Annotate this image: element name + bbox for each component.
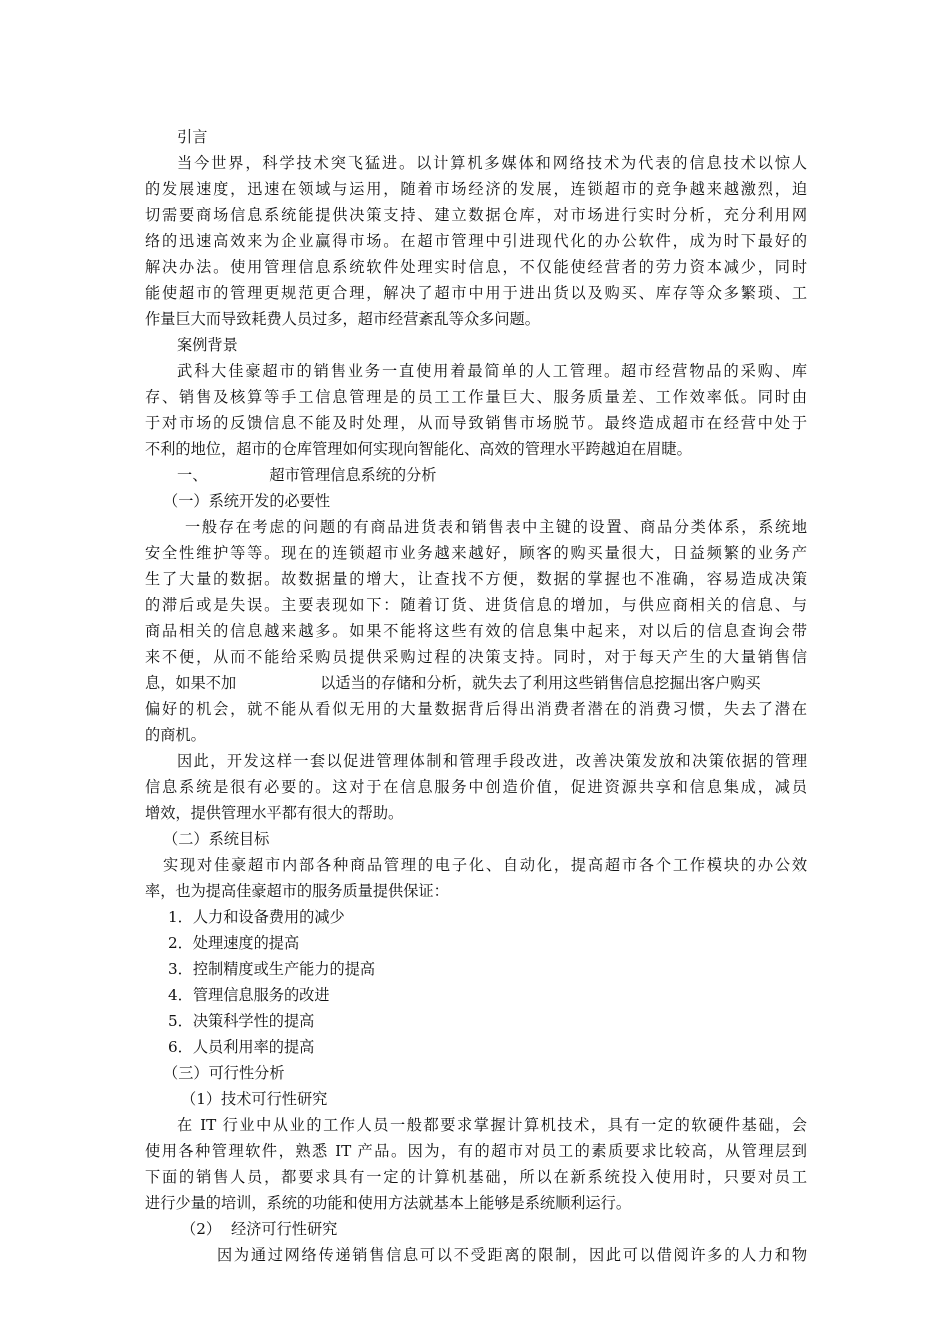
background-line: 存、销售及核算等手工信息管理是的员工工作量巨大、服务质量差、工作效率低。同时由	[145, 388, 807, 406]
feasibility-heading: （三）可行性分析	[163, 1064, 285, 1082]
goals-line: 实现对佳豪超市内部各种商品管理的电子化、自动化，提高超市各个工作模块的办公效	[163, 856, 807, 874]
tech-line: 使用各种管理软件，熟悉 IT 产品。因为，有的超市对员工的素质要求比较高，从管理层到	[145, 1142, 807, 1160]
background-heading: 案例背景	[177, 336, 238, 354]
goals-line: 率，也为提高佳豪超市的服务质量提供保证：	[145, 882, 449, 900]
necessity-line: 生了大量的数据。故数据量的增大，让查找不方便，数据的掌握也不准确，容易造成决策	[145, 570, 807, 588]
goals-item: 3．控制精度或生产能力的提高	[168, 960, 376, 978]
necessity-line: 偏好的机会，就不能从看似无用的大量数据背后得出消费者潜在的消费习惯，失去了潜在	[145, 700, 807, 718]
intro-line: 能使超市的管理更规范更合理，解决了超市中用于进出货以及购买、库存等众多繁琐、工	[145, 284, 807, 302]
section-heading	[177, 462, 807, 488]
intro-line: 解决办法。使用管理信息系统软件处理实时信息，不仅能使经营者的劳力资本减少，同时	[145, 258, 807, 276]
necessity-line: 来不便，从而不能给采购员提供采购过程的决策支持。同时，对于每天产生的大量销售信	[145, 648, 807, 666]
intro-line: 的发展速度，迅速在领域与运用，随着市场经济的发展，连锁超市的竞争越来越激烈，迫	[145, 180, 807, 198]
necessity-heading: （一）系统开发的必要性	[163, 492, 331, 510]
necessity-line-split	[145, 670, 807, 696]
econ-heading	[181, 1216, 843, 1242]
intro-heading: 引言	[177, 128, 208, 146]
necessity-line: 增效，提供管理水平都有很大的帮助。	[145, 804, 404, 822]
section-title: 超市管理信息系统的分析	[269, 466, 437, 484]
necessity-line: 因此，开发这样一套以促进管理体制和管理手段改进，改善决策发放和决策依据的管理	[177, 752, 807, 770]
tech-heading: （1）技术可行性研究	[181, 1090, 328, 1108]
intro-line: 作量巨大而导致耗费人员过多，超市经营紊乱等众多问题。	[145, 310, 540, 328]
necessity-line: 的滞后或是失误。主要表现如下：随着订货、进货信息的增加，与供应商相关的信息、与	[145, 596, 807, 614]
econ-title: 经济可行性研究	[231, 1220, 338, 1238]
econ-number: （2）	[181, 1220, 222, 1238]
goals-item: 2．处理速度的提高	[168, 934, 300, 952]
goals-item: 5．决策科学性的提高	[168, 1012, 315, 1030]
necessity-line: 安全性维护等等。现在的连锁超市业务越来越好，顾客的购买量很大，日益频繁的业务产	[145, 544, 807, 562]
tech-line: 下面的销售人员，都要求具有一定的计算机基础，所以在新系统投入使用时，只要对员工	[145, 1168, 807, 1186]
tech-line: 进行少量的培训，系统的功能和使用方法就基本上能够是系统顺利运行。	[145, 1194, 631, 1212]
intro-line: 络的迅速高效来为企业赢得市场。在超市管理中引进现代化的办公软件，成为时下最好的	[145, 232, 807, 250]
necessity-line-a: 息，如果不加	[145, 674, 237, 692]
necessity-line: 商品相关的信息越来越多。如果不能将这些有效的信息集中起来，对以后的信息查询会带	[145, 622, 807, 640]
necessity-line: 的商机。	[145, 726, 206, 744]
necessity-line: 一般存在考虑的问题的有商品进货表和销售表中主键的设置、商品分类体系，系统地	[185, 518, 807, 536]
section-number: 一、	[177, 466, 208, 484]
intro-line: 切需要商场信息系统能提供决策支持、建立数据仓库，对市场进行实时分析，充分利用网	[145, 206, 807, 224]
goals-item: 6．人员利用率的提高	[168, 1038, 315, 1056]
background-line: 武科大佳豪超市的销售业务一直使用着最简单的人工管理。超市经营物品的采购、库	[177, 362, 807, 380]
intro-line: 当今世界，科学技术突飞猛进。以计算机多媒体和网络技术为代表的信息技术以惊人	[177, 154, 807, 172]
goals-item: 1．人力和设备费用的减少	[168, 908, 345, 926]
goals-item: 4．管理信息服务的改进	[168, 986, 330, 1004]
necessity-line-b: 以适当的存储和分析，就失去了利用这些销售信息挖掘出客户购买	[320, 674, 761, 692]
background-line: 不利的地位，超市的仓库管理如何实现向智能化、高效的管理水平跨越迫在眉睫。	[145, 440, 692, 458]
background-line: 于对市场的反馈信息不能及时处理，从而导致销售市场脱节。最终造成超市在经营中处于	[145, 414, 807, 432]
necessity-line: 信息系统是很有必要的。这对于在信息服务中创造价值，促进资源共享和信息集成，减员	[145, 778, 807, 796]
econ-line: 因为通过网络传递销售信息可以不受距离的限制，因此可以借阅许多的人力和物	[217, 1246, 807, 1264]
tech-line: 在 IT 行业中从业的工作人员一般都要求掌握计算机技术，具有一定的软硬件基础，会	[177, 1116, 807, 1134]
goals-heading: （二）系统目标	[163, 830, 270, 848]
